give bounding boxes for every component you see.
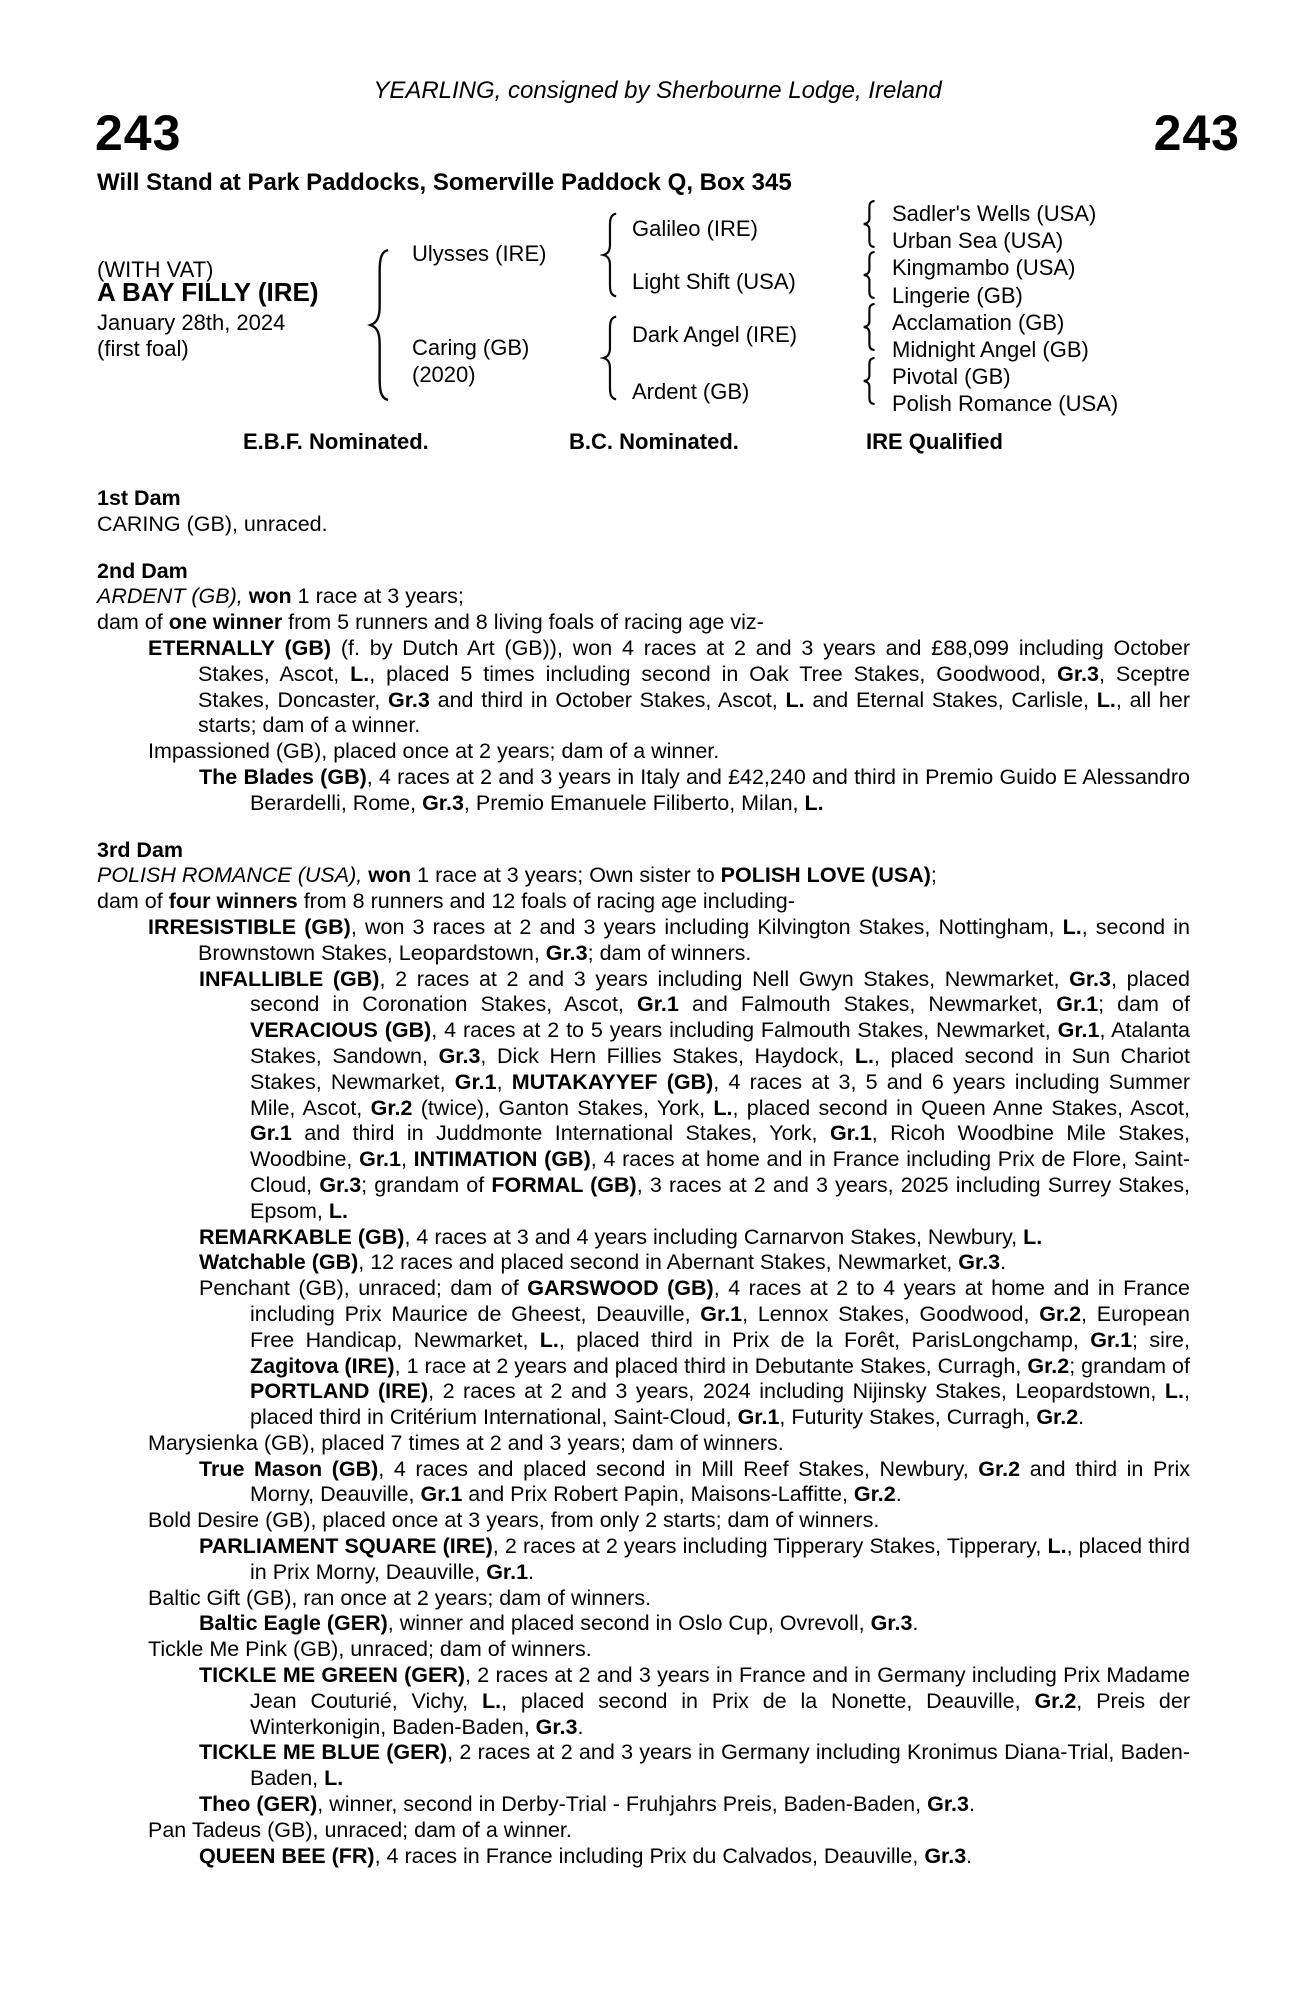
dam-section-1st-dam [97,486,1190,538]
text-run: from 8 runners and 12 foals of racing age including- [297,889,795,914]
pedigree-paragraph [97,889,1190,915]
text-run: and Falmouth Stakes, Newmarket, [678,992,1057,1017]
text-run: Gr.2 [1036,1405,1079,1430]
pedigree-paragraph [97,967,1190,1225]
dam-heading: 3rd Dam [97,837,184,862]
pedigree-paragraph [97,1431,1190,1457]
text-run: from 5 runners and 8 living foals of racing age viz- [282,610,764,635]
text-run: Gr.3 [1069,966,1111,991]
brace-gg-pair-2 [861,251,877,299]
text-run: L. [785,687,805,712]
text-run: L. [1096,687,1116,712]
text-run: , Atalanta Stakes, Sandown, [250,1018,1190,1068]
text-run: , 12 races and placed second in Abernant Stakes, Newmarket, [358,1250,959,1275]
nomination-ebf: E.B.F. Nominated. [243,429,429,454]
sire-name: Ulysses (IRE) [412,241,547,266]
text-run: , winner, second in Derby-Trial - Fruhjahrs Preis, Baden-Baden, [317,1792,928,1817]
text-run: . [1000,1250,1007,1275]
dam-name: Caring (GB) [412,335,530,360]
text-run: , 4 races and placed second in Mill Reef Stakes, Newbury, [378,1456,979,1481]
text-run: Gr.1 [1090,1327,1133,1352]
text-run: (twice), Ganton Stakes, York, [412,1095,714,1120]
text-run: IRRESISTIBLE (GB) [148,914,351,939]
pedigree-paragraph [97,1792,1190,1818]
dam-foal-year: (2020) [412,362,476,387]
gg-name-8: Polish Romance (USA) [892,391,1119,416]
text-run: and Eternal Stakes, Carlisle, [804,687,1097,712]
pedigree-paragraph [97,1250,1190,1276]
text-run: Gr.3 [388,687,430,712]
text-run: ; sire, [1132,1327,1190,1352]
text-run: ; dam of [1098,992,1190,1017]
text-run: Baltic Eagle (GER) [199,1611,388,1636]
text-run: Bold Desire (GB), placed once at 3 years, from only 2 starts; dam of winners. [148,1508,880,1533]
pedigree-paragraph [97,1637,1190,1663]
pedigree-paragraph [97,1818,1190,1844]
text-run: 1 race at 3 years; Own sister to [411,863,721,888]
pedigree-paragraph [97,1611,1190,1637]
text-run: won [368,863,412,888]
text-run: L. [350,661,370,686]
gg-name-6: Midnight Angel (GB) [892,337,1089,362]
text-run: Gr.1 [700,1301,743,1326]
text-run: PORTLAND (IRE) [250,1379,429,1404]
brace-gg-pair-3 [861,303,877,351]
text-run: , placed third in Critérium International, Saint-Cloud, [250,1379,1190,1430]
dam-section-2nd-dam [97,559,1190,817]
text-run: FORMAL (GB) [491,1172,637,1197]
text-run: Gr.1 [737,1405,780,1430]
text-run: The Blades (GB) [199,764,367,789]
text-run: , 4 races at 3, 5 and 6 years including Summer Mile, Ascot, [250,1069,1191,1120]
nomination-bc: B.C. Nominated. [569,429,739,454]
text-run: Baltic Gift (GB), ran once at 2 years; dam of winners. [148,1585,652,1610]
text-run: , Premio Emanuele Filiberto, Milan, [463,790,805,815]
brace-gg-pair-1 [861,200,877,248]
text-run: . [968,1792,975,1817]
text-run: dam of [97,610,169,635]
text-run: , Lennox Stakes, Goodwood, [742,1301,1040,1326]
text-run: Gr.1 [637,992,679,1017]
stand-location-line: Will Stand at Park Paddocks, Somerville Paddock Q, Box 345 [97,169,792,196]
produce-name: A BAY FILLY (IRE) [97,277,319,307]
text-run: VERACIOUS (GB) [250,1018,432,1043]
pedigree-paragraph [97,584,1190,610]
text-run: Zagitova (IRE) [250,1353,395,1378]
text-run: L. [481,1688,502,1713]
text-run: Gr.2 [1034,1688,1077,1713]
pedigree-paragraph [97,1225,1190,1251]
text-run: , 2 races at 2 and 3 years, 2024 including Nijinsky Stakes, Leopardstown, [428,1379,1165,1404]
text-run: L. [324,1766,344,1791]
text-run: ; grandam of [1069,1353,1190,1378]
text-run: L. [1062,914,1082,939]
text-run: , Ricoh Woodbine Mile Stakes, Woodbine, [250,1121,1190,1172]
pedigree-paragraph [97,512,1190,538]
text-run: ; grandam of [361,1172,492,1197]
pedigree-paragraph [97,1457,1190,1509]
gg-name-4: Lingerie (GB) [892,283,1023,308]
pedigree-paragraph [97,863,1190,889]
text-run: four winners [168,889,298,914]
text-run: ARDENT (GB), [97,584,249,609]
text-run: 1 race at 3 years; [291,584,464,609]
text-run: ETERNALLY (GB) [148,635,332,660]
text-run: . [577,1714,584,1739]
brace-dam [600,315,619,401]
text-run: Gr.2 [370,1095,413,1120]
text-run: , 2 races at 2 and 3 years in France and in Germany including Prix Madame Jean Couturié, Vichy, [250,1663,1191,1713]
text-run: Gr.1 [454,1069,497,1094]
text-run: Pan Tadeus (GB), unraced; dam of a winner. [148,1817,572,1842]
text-run: L. [328,1198,348,1223]
text-run: PARLIAMENT SQUARE (IRE) [199,1534,493,1559]
text-run: and third in October Stakes, Ascot, [429,687,786,712]
sire-sire-name: Galileo (IRE) [632,216,758,241]
pedigree-paragraph [97,1844,1190,1870]
text-run: Gr.2 [1039,1301,1082,1326]
text-run: , 2 races at 2 and 3 years including Nell Gwyn Stakes, Newmarket, [379,966,1070,991]
text-run: , second in Brownstown Stakes, Leopardstown, [198,914,1190,965]
produce-foal-note: (first foal) [97,336,189,361]
text-run: L. [1164,1379,1185,1404]
brace-gg-pair-4 [861,357,877,405]
text-run: and third in Prix Morny, Deauville, [250,1456,1190,1507]
dam-dam-name: Ardent (GB) [632,379,750,404]
text-run: Gr.3 [319,1172,362,1197]
text-run: POLISH LOVE (USA) [720,863,931,888]
text-run: Gr.2 [1027,1353,1070,1378]
text-run: , winner and placed second in Oslo Cup, Ovrevoll, [387,1611,871,1636]
text-run: Gr.2 [978,1456,1021,1481]
pedigree-paragraph [97,739,1190,765]
sire-dam-name: Light Shift (USA) [632,269,796,294]
pedigree-paragraph [97,1663,1190,1740]
text-run: QUEEN BEE (FR) [199,1843,375,1868]
text-run: Impassioned (GB), placed once at 2 years; dam of a winner. [148,739,720,764]
text-run: , [400,1147,414,1172]
gg-name-1: Sadler's Wells (USA) [892,201,1097,226]
dam-heading: 2nd Dam [97,558,188,583]
text-run: Gr.3 [545,940,588,965]
text-run: Tickle Me Pink (GB), unraced; dam of winners. [148,1637,592,1662]
dam-heading: 1st Dam [97,486,181,510]
text-run: , placed second in Sun Chariot Stakes, Newmarket, [250,1043,1190,1094]
pedigree-paragraph [97,915,1190,967]
text-run: , 2 races at 2 years including Tipperary Stakes, Tipperary, [492,1534,1048,1559]
text-run: and third in Juddmonte International Stakes, York, [291,1121,830,1146]
text-run: , placed 5 times including second in Oak Tree Stakes, Goodwood, [369,661,1058,686]
text-run: . [895,1482,902,1507]
text-run: , Dick Hern Fillies Stakes, Haydock, [480,1043,855,1068]
dam-sire-name: Dark Angel (IRE) [632,322,798,347]
text-run: , European Free Handicap, Newmarket, [250,1301,1190,1352]
text-run: . [912,1611,919,1636]
text-run: INTIMATION (GB) [413,1147,591,1172]
text-run: Gr.1 [359,1147,401,1172]
consignor-line: YEARLING, consigned by Sherbourne Lodge, Ireland [373,77,942,104]
text-run: , Sceptre Stakes, Doncaster, [198,661,1190,712]
brace-produce [366,247,392,403]
text-run: , placed third in Prix Morny, Deauville, [250,1534,1191,1584]
text-run: . [1078,1405,1085,1430]
text-run: TICKLE ME GREEN (GER) [199,1663,466,1688]
pedigree-paragraph [97,1740,1190,1792]
gg-name-5: Acclamation (GB) [892,310,1065,335]
text-run: CARING (GB), unraced. [97,511,328,536]
text-run: , 4 races at 2 to 4 years at home and in France including Prix Maurice de Gheest, Deauville, [250,1276,1190,1326]
text-run: TICKLE ME BLUE (GER) [199,1740,448,1765]
text-run: L. [854,1043,874,1068]
pedigree-paragraph [97,1508,1190,1534]
text-run: . [528,1559,535,1584]
pedigree-paragraph [97,1276,1190,1431]
text-run: Theo (GER) [199,1792,318,1817]
text-run: . [966,1843,973,1868]
text-run: , Preis der Winterkonigin, Baden-Baden, [250,1688,1191,1739]
nomination-ire: IRE Qualified [866,429,1003,454]
text-run: True Mason (GB) [199,1456,379,1481]
gg-name-2: Urban Sea (USA) [892,228,1064,253]
text-run: Gr.3 [438,1043,481,1068]
text-run: , 4 races at home and in France including Prix de Flore, Saint-Cloud, [250,1147,1190,1197]
text-run: Gr.3 [422,790,464,815]
text-run: Marysienka (GB), placed 7 times at 2 and 3 years; dam of winners. [148,1430,784,1455]
text-run: L. [804,790,824,815]
text-run: Watchable (GB) [199,1250,359,1275]
text-run: Gr.3 [535,1714,578,1739]
text-run: L. [1023,1224,1043,1249]
text-run: , 3 races at 2 and 3 years, 2025 including Surrey Stakes, Epsom, [250,1172,1190,1223]
text-run: , all her starts; dam of a winner. [198,687,1190,738]
dam-sections [97,486,1190,1869]
text-run: MUTAKAYYEF (GB) [511,1069,714,1094]
pedigree-paragraph [97,1534,1190,1586]
pedigree-paragraph [97,636,1190,739]
text-run: , 4 races at 2 to 5 years including Falmouth Stakes, Newmarket, [431,1018,1058,1043]
pedigree-paragraph [97,1586,1190,1612]
text-run: Penchant (GB), unraced; dam of [199,1276,528,1301]
text-run: one winner [168,610,283,635]
text-run: Gr.3 [958,1250,1001,1275]
text-run: ; dam of winners. [587,940,752,965]
text-run: , [496,1069,512,1094]
text-run: , 1 race at 2 years and placed third in Debutante Stakes, Curragh, [394,1353,1028,1378]
text-run: , placed second in Coronation Stakes, Ascot, [250,966,1190,1017]
text-run: Gr.1 [420,1482,463,1507]
brace-sire [600,212,619,298]
text-run: Gr.2 [853,1482,896,1507]
text-run: POLISH ROMANCE (USA), [97,863,369,888]
text-run: L. [1047,1534,1067,1559]
text-run: , placed third in Prix de la Forêt, ParisLongchamp, [558,1327,1091,1352]
lot-number-right: 243 [1153,105,1240,161]
pedigree-paragraph [97,765,1190,817]
text-run: , won 3 races at 2 and 3 years including Kilvington Stakes, Nottingham, [350,914,1063,939]
text-run: , placed second in Prix de la Nonette, Deauville, [501,1688,1035,1713]
text-run: , 4 races at 2 and 3 years in Italy and £42,240 and third in Premio Guido E Alessandro Berardelli, Rome, [250,764,1190,815]
text-run: Gr.3 [927,1792,969,1817]
text-run: (f. by Dutch Art (GB)), won 4 races at 2 and 3 years and £88,099 including October Stakes, Ascot, [198,635,1190,686]
text-run: GARSWOOD (GB) [527,1276,714,1301]
text-run: and Prix Robert Papin, Maisons-Laffitte, [462,1482,854,1507]
text-run: , placed second in Queen Anne Stakes, Ascot, [732,1095,1190,1120]
text-run: INFALLIBLE (GB) [199,966,380,991]
gg-name-7: Pivotal (GB) [892,364,1011,389]
lot-number-left: 243 [95,105,182,161]
text-run: Gr.1 [1056,992,1099,1017]
text-run: Gr.1 [1057,1018,1100,1043]
produce-foal-date: January 28th, 2024 [97,310,286,335]
text-run: Gr.1 [486,1559,529,1584]
text-run: L. [713,1095,733,1120]
text-run: REMARKABLE (GB) [199,1224,405,1249]
text-run: Gr.1 [829,1121,872,1146]
pedigree-table [0,163,1315,463]
text-run: , Futurity Stakes, Curragh, [779,1405,1037,1430]
text-run: Gr.3 [870,1611,913,1636]
text-run: ; [930,863,937,888]
text-run: won [248,584,292,609]
text-run: L. [539,1327,559,1352]
text-run: dam of [97,889,169,914]
text-run: , 4 races at 3 and 4 years including Carnarvon Stakes, Newbury, [404,1224,1024,1249]
vat-note: (WITH VAT) [97,257,214,282]
gg-name-3: Kingmambo (USA) [892,255,1076,280]
text-run: Gr.3 [1057,661,1099,686]
text-run: Gr.1 [250,1121,292,1146]
dam-section-3rd-dam [97,838,1190,1870]
text-run: , 2 races at 2 and 3 years in Germany including Kronimus Diana-Trial, Baden-Baden, [250,1740,1190,1791]
text-run: , 4 races in France including Prix du Calvados, Deauville, [374,1843,925,1868]
text-run: Gr.3 [924,1843,967,1868]
pedigree-paragraph [97,610,1190,636]
